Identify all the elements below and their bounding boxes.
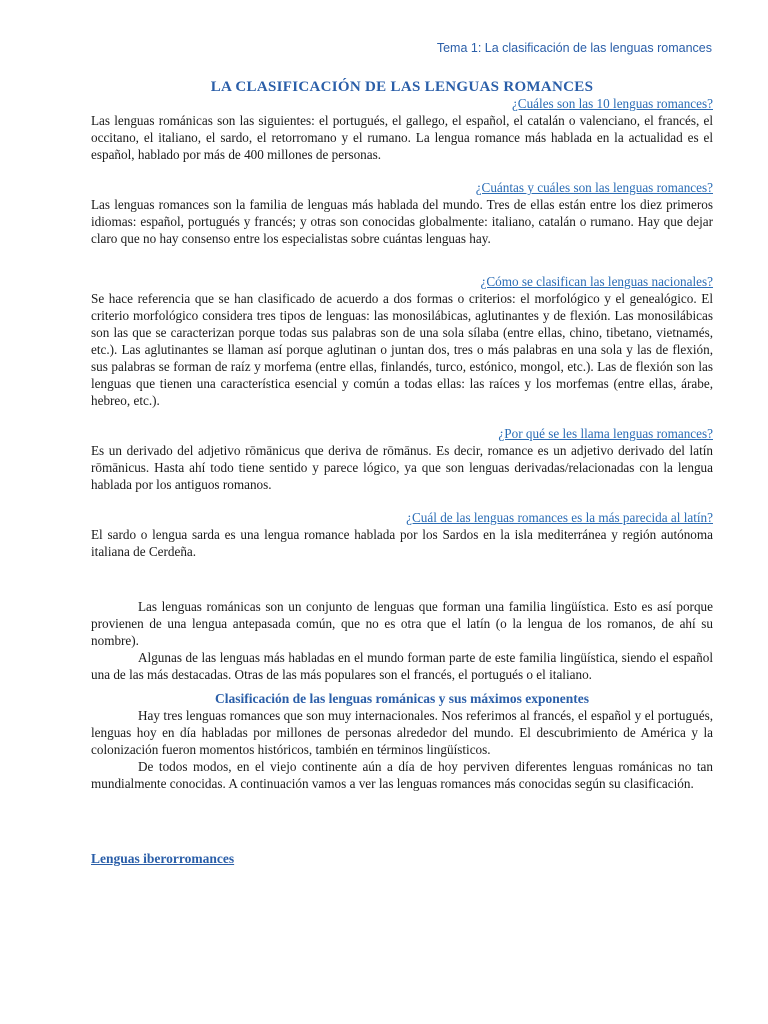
answer-paragraph: El sardo o lengua sarda es una lengua romance hablada por los Sardos en la isla mediterránea y región autónoma italiana de Cerdeña. — [91, 527, 713, 559]
body-paragraph: Las lenguas románicas son un conjunto de lenguas que forman una familia lingüística. Esto es así porque provienen de una lengua antepasada común, que no es otra que el latín (o la lengua de los romanos, de ahí su nombre). — [91, 599, 713, 648]
section-heading: Clasificación de las lenguas románicas y sus máximos exponentes — [214, 691, 590, 706]
answer-paragraph: Se hace referencia que se han clasificado de acuerdo a dos formas o criterios: el morfológico y el genealógico. El criterio morfológico considera tres tipos de lenguas: las monosilábicas, aglutinantes y de flexión. Las monosilábicas son las que se caracterizan porque todas sus palabras son de una sola sílaba (entre ellas, chino, tibetano, vietnamés, etc.). Las aglutinantes se llaman así porque aglutinan o juntan dos, tres o más palabras en una sola y las de flexión, sus palabras se forman de raíz y morfema (entre ellas, finlandés, turco, estónico, mongol, etc.). Las de flexión son las lenguas que tienen una característica esencial y común a todas ellas: las raíces y los morfemas (entre ellas, árabe, hebreo, etc.). — [91, 291, 713, 408]
answer-paragraph: Es un derivado del adjetivo rōmānicus que deriva de rōmānus. Es decir, romance es un adjetivo derivado del latín rōmānicus. Hasta ahí todo tiene sentido y parece lógico, ya que son lenguas derivadas/relacionadas con la lengua hablada por los antiguos romanos. — [91, 443, 713, 492]
document-page — [91, 78, 713, 867]
body-paragraph: Hay tres lenguas romances que son muy internacionales. Nos referimos al francés, el español y el portugués, lenguas hoy en día habladas por millones de personas alrededor del mundo. El descubrimiento de América y la colonización fueron momentos históricos, también en términos lingüísticos. — [91, 708, 713, 757]
question-heading: ¿Cuáles son las 10 lenguas romances? — [511, 96, 713, 111]
question-heading: ¿Por qué se les llama lenguas romances? — [498, 426, 713, 441]
answer-paragraph: Las lenguas romances son la familia de lenguas más hablada del mundo. Tres de ellas están entre los diez primeros idiomas: español, portugués y francés; y otras son conocidas globalmente: italiano, catalán o rumano. Hay que dejar claro que no hay consenso entre los especialistas sobre cuántas lenguas hay. — [91, 197, 713, 246]
body-paragraph: De todos modos, en el viejo continente aún a día de hoy perviven diferentes lenguas románicas no tan mundialmente conocidas. A continuación vamos a ver las lenguas romances más conocidas según su clasificación. — [91, 759, 713, 791]
subsection-heading: Lenguas iberorromances — [91, 851, 235, 866]
question-heading: ¿Cómo se clasifican las lenguas nacionales? — [480, 274, 713, 289]
document-title: LA CLASIFICACIÓN DE LAS LENGUAS ROMANCES — [210, 79, 594, 95]
question-heading: ¿Cuál de las lenguas romances es la más parecida al latín? — [406, 510, 713, 525]
body-paragraph: Algunas de las lenguas más habladas en el mundo forman parte de este familia lingüística, siendo el español una de las más destacadas. Otras de las más populares son el francés, el portugués o el italiano. — [91, 650, 713, 682]
running-header: Tema 1: La clasificación de las lenguas romances — [436, 41, 712, 55]
answer-paragraph: Las lenguas románicas son las siguientes: el portugués, el gallego, el español, el catalán o valenciano, el francés, el occitano, el italiano, el sardo, el retorromano y el rumano. La lengua romance más hablada en la actualidad es el español, hablado por más de 400 millones de personas. — [91, 113, 713, 162]
question-heading: ¿Cuántas y cuáles son las lenguas romances? — [475, 180, 713, 195]
